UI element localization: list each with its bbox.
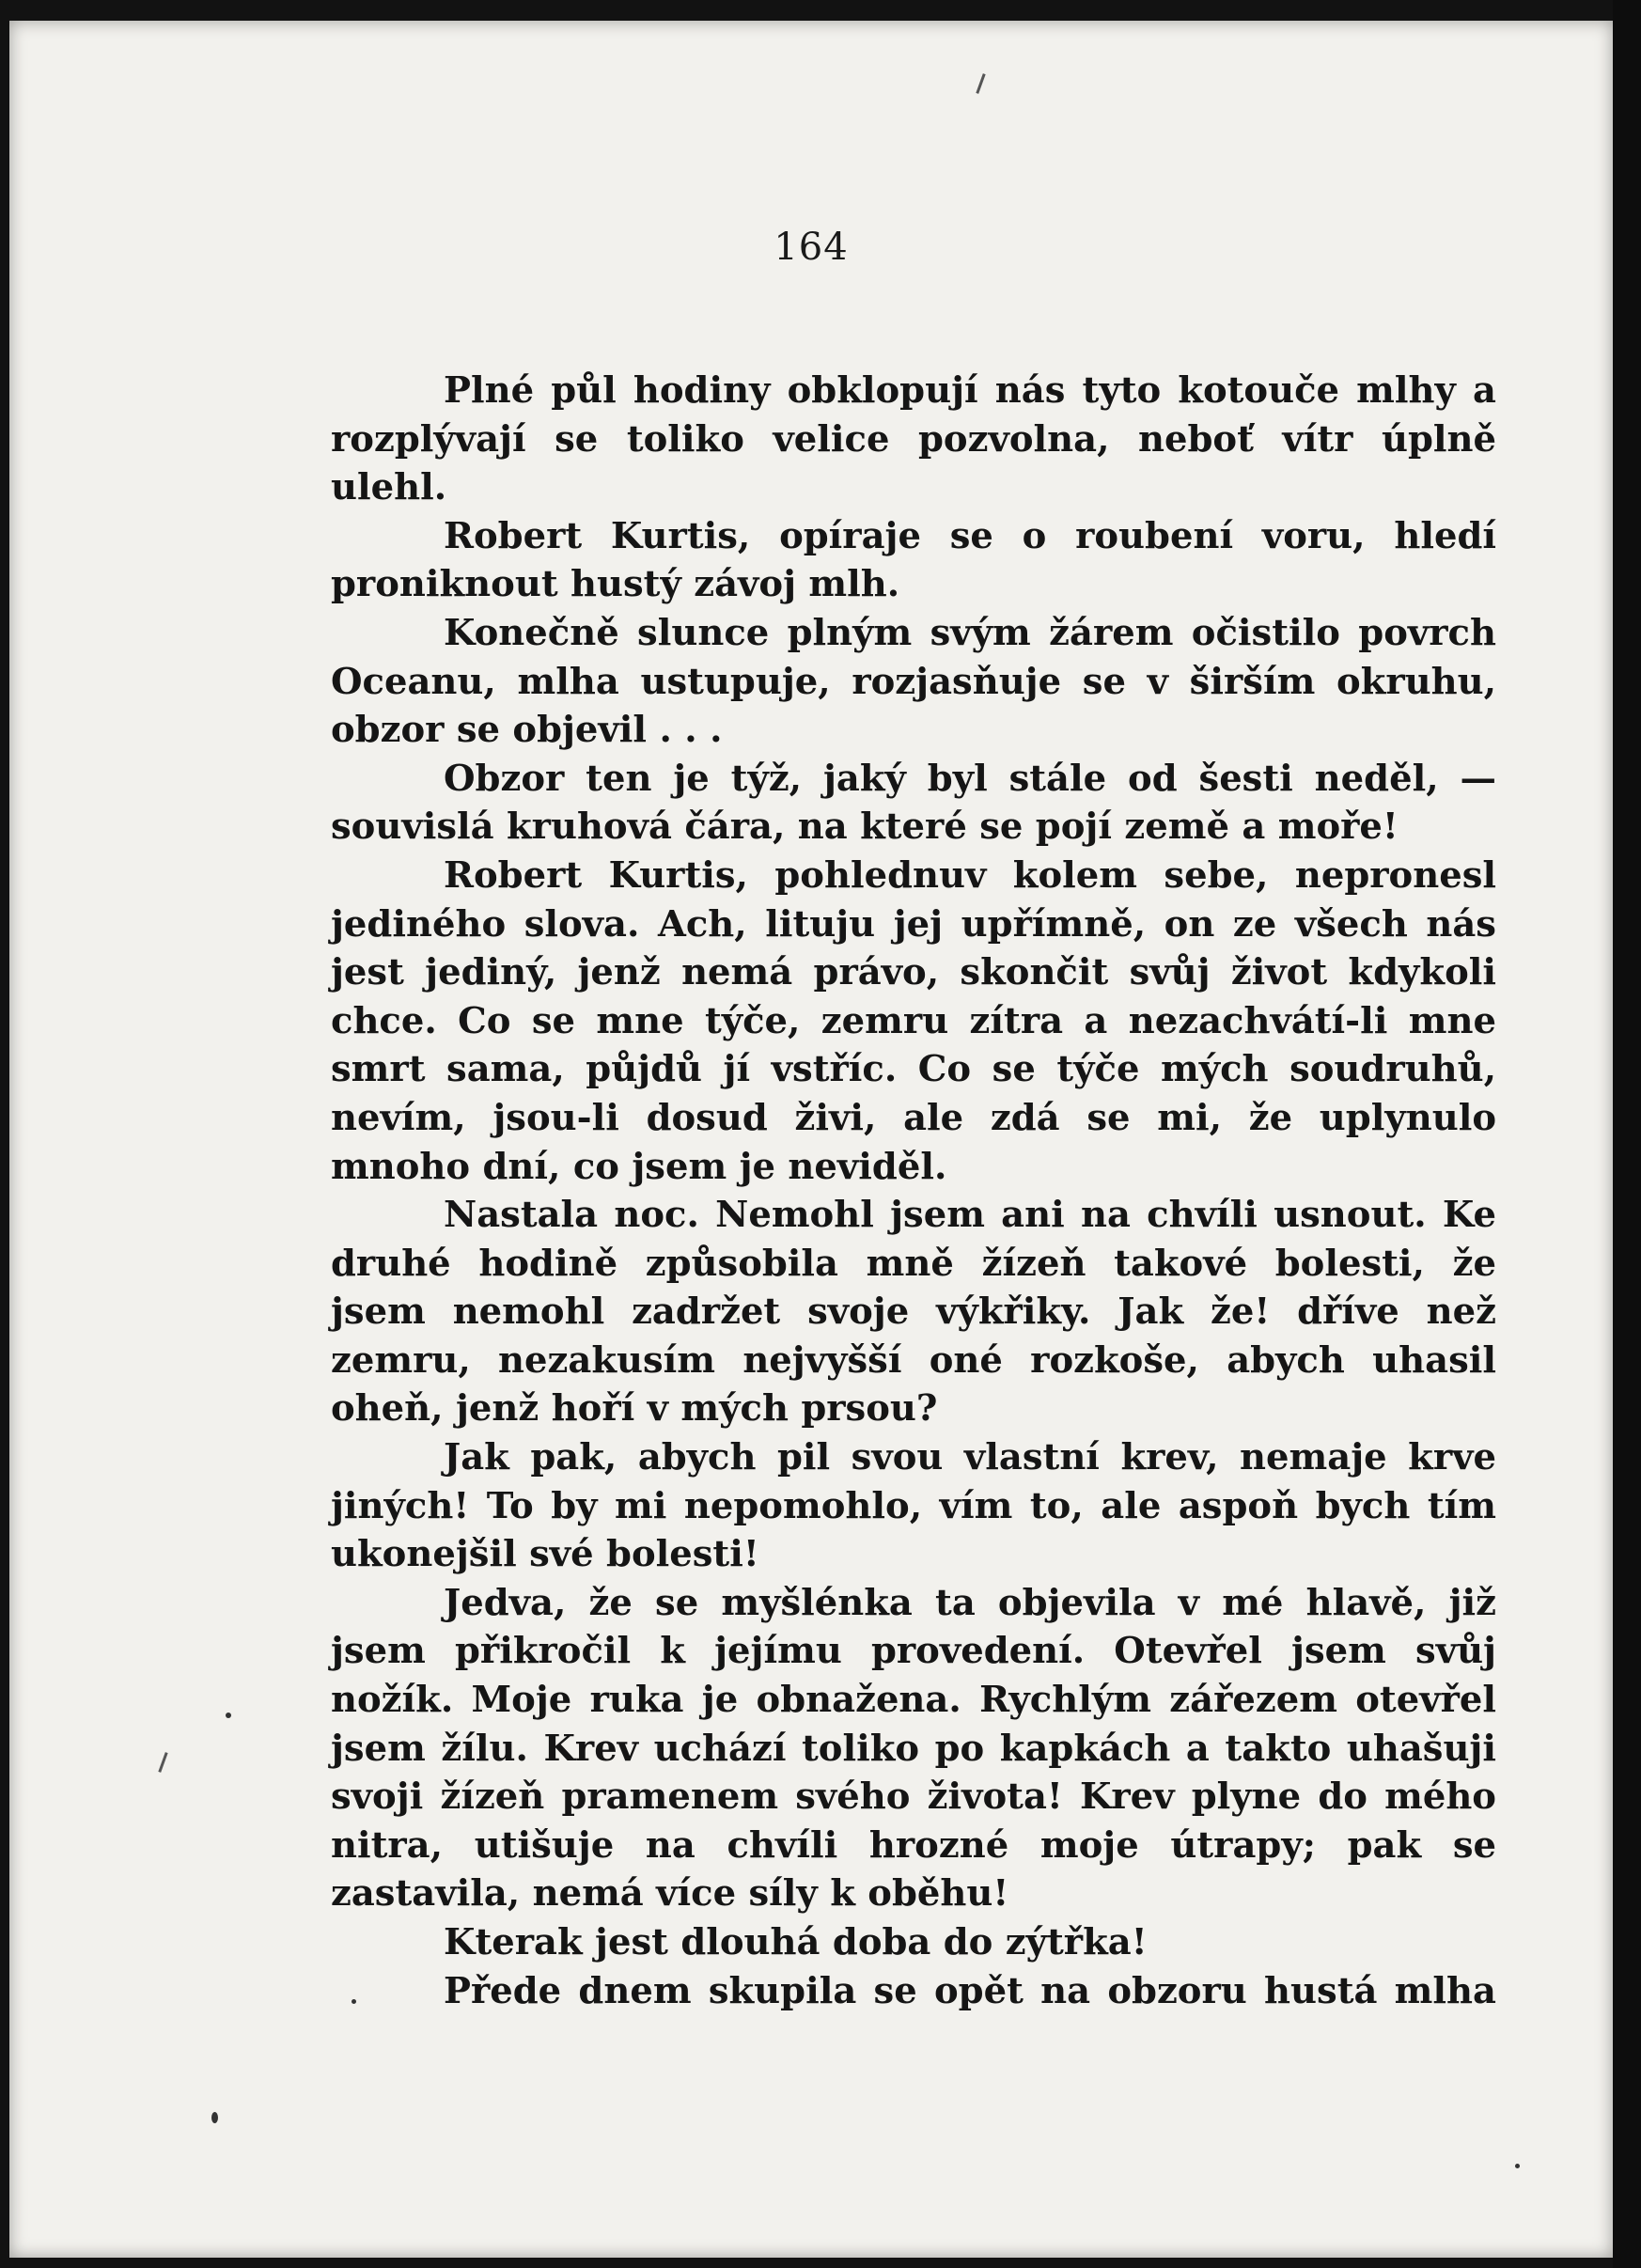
paragraph: Plné půl hodiny obklopují nás tyto kotouče mlhy a rozplývají se toliko velice pozvolna, neboť vítr úplně ulehl. (331, 369, 1496, 509)
paragraph: Kterak jest dlouhá doba do zýtřka! (444, 1921, 1148, 1963)
body-text (331, 367, 1496, 2015)
paragraph: Robert Kurtis, pohlednuv kolem sebe, nepronesl jediného slova. Ach, lituju jej upřímně, on ze všech nás jest jediný, jenž nemá právo, skončit svůj život kdykoli chce. Co se mne týče, zemru zítra a nezachvátí-li mne smrt sama, půjdů jí vstříc. Co se týče mých soudruhů, nevím, jsou-li dosud živi, ale zdá se mi, že uplynulo mnoho dní, co jsem je neviděl. (331, 853, 1496, 1188)
paragraph: Konečně slunce plným svým žárem očistilo povrch Oceanu, mlha ustupuje, rozjasňuje se v širším okruhu, obzor se objevil . . . (331, 611, 1496, 752)
paragraph: Přede dnem skupila se opět na obzoru hustá mlha (444, 1969, 1496, 2012)
ink-speck (1515, 2164, 1520, 2168)
paragraph: Jedva, že se myšlénka ta objevila v mé hlavě, již jsem přikročil k jejímu provedení. Otevřel jsem svůj nožík. Moje ruka je obnažena. Rychlým zářezem otevřel jsem žílu. Krev uchází toliko po kapkách a takto uhašuji svoji žízeň pramenem svého života! Krev plyne do mého nitra, utišuje na chvíli hrozné moje útrapy; pak se zastavila, nemá více síly k oběhu! (331, 1581, 1496, 1916)
pencil-mark (976, 73, 985, 94)
paragraph: Obzor ten je týž, jaký byl stále od šesti neděl, — souvislá kruhová čára, na které se pojí země a moře! (331, 757, 1496, 849)
paragraph: Jak pak, abych pil svou vlastní krev, nemaje krve jiných! To by mi nepomohlo, vím to, ale aspoň bych tím ukonejšil své bolesti! (331, 1436, 1496, 1576)
page-number: 164 (774, 226, 849, 269)
paragraph: Nastala noc. Nemohl jsem ani na chvíli usnout. Ke druhé hodině způsobila mně žízeň takové bolesti, že jsem nemohl zadržet svoje výkřiky. Jak že! dříve než zemru, nezakusím nejvyšší oné rozkoše, abych uhasil oheň, jenž hoří v mých prsou? (331, 1194, 1496, 1431)
ink-speck (211, 2112, 218, 2123)
ink-speck (226, 1713, 231, 1718)
scan-edge (1613, 0, 1641, 2268)
book-page (9, 21, 1613, 2258)
paragraph: Robert Kurtis, opíraje se o roubení voru, hledí proniknout hustý závoj mlh. (331, 514, 1496, 606)
pencil-mark (158, 1752, 167, 1773)
